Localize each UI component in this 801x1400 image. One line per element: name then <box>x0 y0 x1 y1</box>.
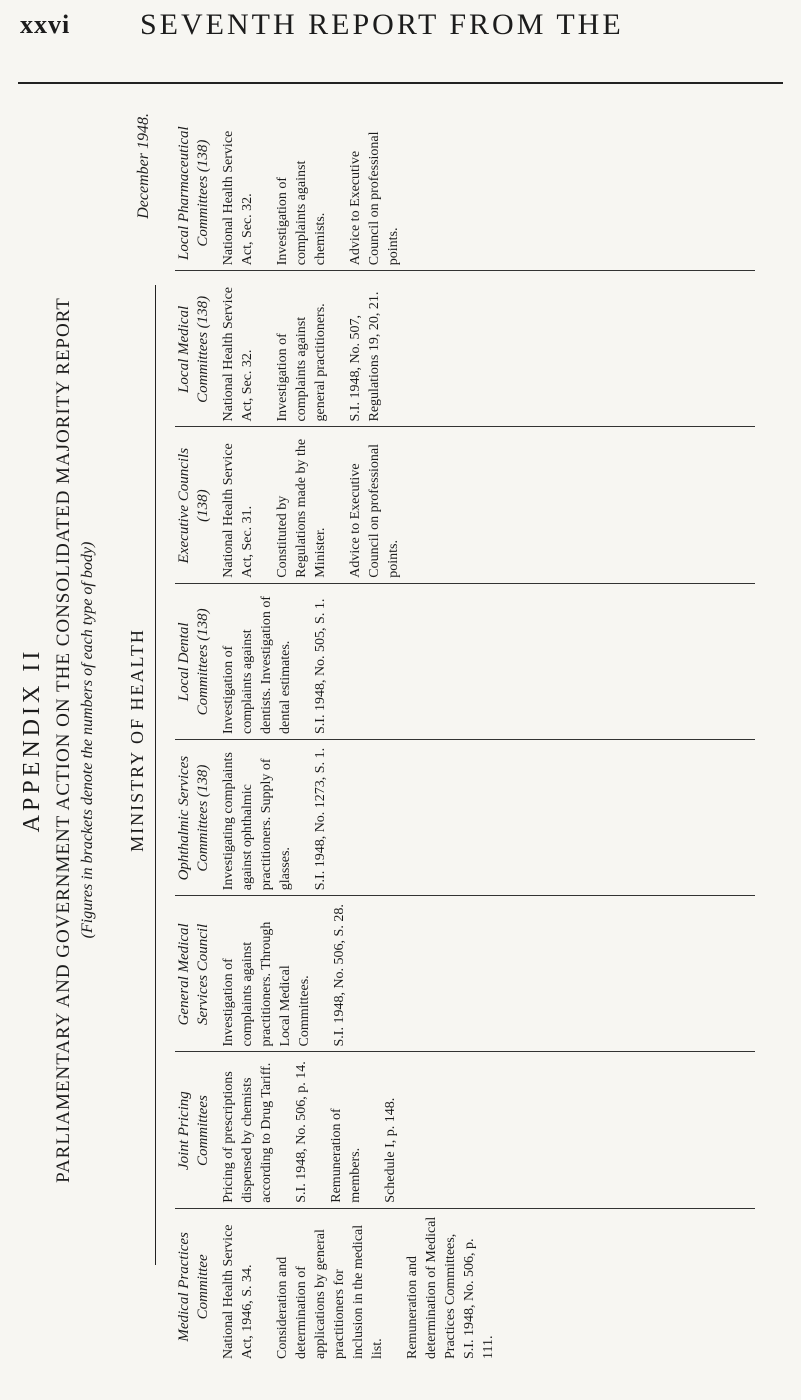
column-divider <box>175 270 755 271</box>
ministry-heading: MINISTRY OF HEALTH <box>127 628 147 852</box>
table-column <box>175 277 775 421</box>
column-paragraph: Remuneration of members. <box>329 1108 363 1203</box>
column-paragraph: National Health Service Act, 1946, S. 34. <box>221 1224 255 1359</box>
table-column <box>175 1059 775 1203</box>
column-body <box>219 746 330 890</box>
column-divider <box>175 895 755 896</box>
table-caption: PARLIAMENTARY AND GOVERNMENT ACTION ON THE CONSOLIDATED MAJORITY REPORT <box>53 297 74 1183</box>
column-heading: Executive Councils (138) <box>176 447 211 564</box>
column-paragraph: National Health Service Act, Sec. 32. <box>221 286 255 422</box>
column-heading: Ophthalmic Services Committees (138) <box>176 755 211 881</box>
appendix-heading: APPENDIX II <box>19 647 45 833</box>
column-paragraph: S.I. 1948, No. 506, p. 14. <box>294 1061 309 1203</box>
column-body <box>219 434 403 578</box>
column-divider <box>175 1052 755 1053</box>
column-heading: Joint Pricing Committees <box>176 1091 211 1170</box>
date-label: December 1948. <box>135 113 152 219</box>
column-heading: Medical Practices Committee <box>176 1232 211 1342</box>
column-paragraph: Consideration and determination of applications by general practitioners for inclusion in the medical list. <box>275 1224 385 1359</box>
column-paragraph: Investigation of complaints against general practitioners. <box>275 303 328 422</box>
column-body <box>219 902 349 1046</box>
column-paragraph: S.I. 1948, No. 506, S. 28. <box>332 904 347 1047</box>
column-paragraph: Remuneration and determination of Medical Practices Committees, S.I. 1948, No. 506, p. 111. <box>405 1216 496 1359</box>
column-divider <box>175 427 755 428</box>
column-paragraph: Investigating complaints against ophthalmic practitioners. Supply of glasses. <box>221 752 293 891</box>
column-paragraph: S.I. 1948, No. 505, S. 1. <box>313 598 328 734</box>
running-head <box>0 4 801 44</box>
table-column <box>175 121 775 265</box>
column-body <box>219 1215 498 1359</box>
column-heading: General Medical Services Council <box>176 923 211 1026</box>
column-paragraph: Advice to Executive Council on professional points. <box>348 443 401 578</box>
table-column <box>175 434 775 578</box>
table-column <box>175 1215 775 1359</box>
column-body <box>219 277 384 421</box>
column-paragraph: S.I. 1948, No. 1273, S. 1. <box>313 747 328 891</box>
column-paragraph: National Health Service Act, Sec. 31. <box>221 443 255 578</box>
ministry-bracket <box>155 285 166 1265</box>
column-paragraph: Constituted by Regulations made by the Minister. <box>275 438 328 578</box>
column-heading: Local Medical Committees (138) <box>176 295 211 403</box>
column-paragraph: S.I. 1948, No. 507, Regulations 19, 20, 21. <box>348 291 382 422</box>
column-paragraph: National Health Service Act, Sec. 32. <box>221 130 255 266</box>
column-paragraph: Pricing of prescriptions dispensed by chemists according to Drug Tariff. <box>221 1062 274 1203</box>
table-subtitle: (Figures in brackets denote the numbers of each type of body) <box>79 541 96 939</box>
appendix-table <box>15 95 785 1385</box>
column-paragraph: Advice to Executive Council on professional points. <box>348 131 401 266</box>
report-title: SEVENTH REPORT FROM THE <box>140 8 624 41</box>
column-paragraph: Investigation of complaints against dentists. Investigation of dental estimates. <box>221 595 293 734</box>
column-body <box>219 1059 400 1203</box>
column-paragraph: Investigation of complaints against chemists. <box>275 160 328 266</box>
column-divider <box>175 1208 755 1209</box>
column-divider <box>175 583 755 584</box>
column-paragraph: Investigation of complaints against practitioners. Through Local Medical Committees. <box>221 921 312 1047</box>
table-column <box>175 902 775 1046</box>
page-number: xxvi <box>20 10 71 39</box>
rotated-table-area <box>15 95 785 1385</box>
header-rule <box>18 82 783 84</box>
column-body <box>219 590 330 734</box>
column-heading: Local Dental Committees (138) <box>176 608 211 716</box>
table-column <box>175 590 775 734</box>
column-paragraph: Schedule I, p. 148. <box>383 1097 398 1203</box>
column-divider <box>175 739 755 740</box>
column-heading: Local Pharmaceutical Committees (138) <box>176 126 211 260</box>
table-column <box>175 746 775 890</box>
column-body <box>219 121 403 265</box>
